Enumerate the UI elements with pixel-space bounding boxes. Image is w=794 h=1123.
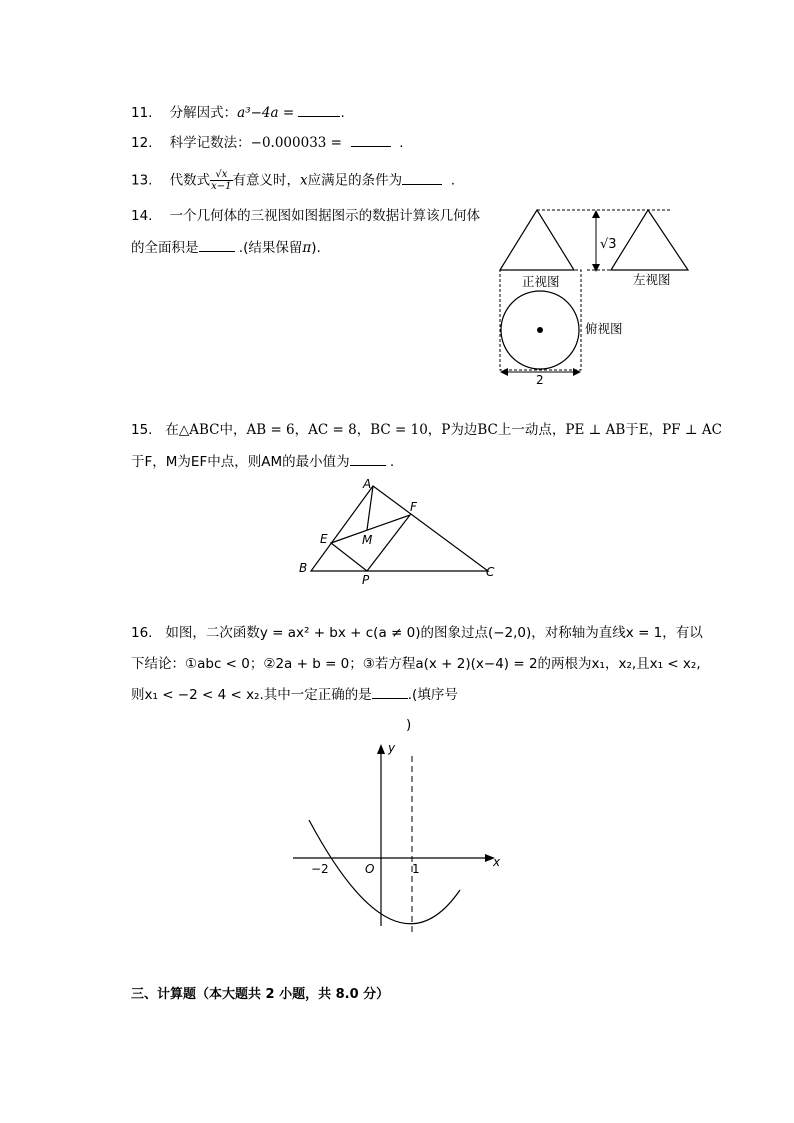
label-y: y: [388, 741, 396, 755]
parabola-curve: [309, 820, 460, 924]
width-label: 2: [536, 373, 544, 385]
question-16-line-3: 则x₁ < −2 < 4 < x₂.其中一定正确的是 .(填序号: [131, 687, 458, 703]
label-a: A: [363, 477, 372, 491]
question-15-line-2: 于F，M为EF中点，则AM的最小值为 .: [131, 454, 395, 470]
height-label: √3: [600, 237, 617, 252]
top-view-label: 俯视图: [585, 321, 623, 336]
label-f: F: [410, 500, 417, 514]
question-14-line-2: 的全面积是 .(结果保留π).: [131, 240, 321, 256]
arrow-head-down: [592, 264, 600, 272]
answer-blank[interactable]: [402, 172, 442, 185]
front-view-triangle: [500, 210, 574, 270]
question-14-line-1: 14. 一个几何体的三视图如图据图示的数据计算该几何体: [131, 208, 481, 224]
answer-blank[interactable]: [372, 686, 408, 699]
arrow-head-right: [573, 368, 581, 376]
label-x: x: [493, 855, 501, 869]
question-16-line-1: 16. 如图，二次函数y = ax² + bx + c(a ≠ 0)的图象过点(−2,0)，对称轴为直线x = 1，有以: [131, 625, 703, 641]
arrow-head-up: [592, 210, 600, 218]
left-view-triangle: [611, 210, 688, 270]
front-view-label: 正视图: [522, 274, 560, 289]
label-c: C: [486, 565, 495, 579]
question-11: 11. 分解因式：a³−4a = .: [131, 105, 345, 121]
label-one: 1: [412, 862, 420, 876]
question-15-line-1: 15. 在△ABC中，AB = 6，AC = 8，BC = 10，P为边BC上一动点，PE ⊥ AB于E，PF ⊥ AC: [131, 422, 722, 438]
answer-blank[interactable]: [350, 453, 386, 466]
answer-blank[interactable]: [351, 134, 391, 147]
label-m: M: [362, 533, 373, 547]
answer-blank[interactable]: [298, 104, 340, 117]
fraction: $\frac{√x}{x-1}$: [211, 169, 232, 192]
label-neg2: −2: [311, 862, 329, 876]
question-16-line-4: ): [406, 717, 412, 733]
section-3-heading: 三、计算题（本大题共 2 小题，共 8.0 分）: [131, 987, 390, 1002]
center-dot: [537, 327, 543, 333]
y-axis-arrow: [377, 744, 385, 754]
arrow-head-left: [500, 368, 508, 376]
label-origin: O: [365, 862, 375, 876]
question-16-line-2: 下结论：①abc < 0；②2a + b = 0；③若方程a(x + 2)(x−4) = 2的两根为x₁，x₂,且x₁ < x₂,: [131, 656, 701, 672]
label-p: P: [362, 573, 370, 586]
answer-blank[interactable]: [199, 239, 235, 252]
left-view-label: 左视图: [633, 272, 671, 287]
label-b: B: [299, 561, 308, 575]
label-e: E: [320, 532, 328, 546]
triangle-figure: [295, 474, 505, 586]
question-12: 12. 科学记数法：−0.000033 = .: [131, 135, 404, 151]
parabola-figure: [285, 738, 510, 938]
question-13: 13. 代数式 $\frac{√x}{x-1}$ 有意义时，x应满足的条件为 .: [131, 169, 456, 192]
three-view-figure: [490, 200, 700, 385]
